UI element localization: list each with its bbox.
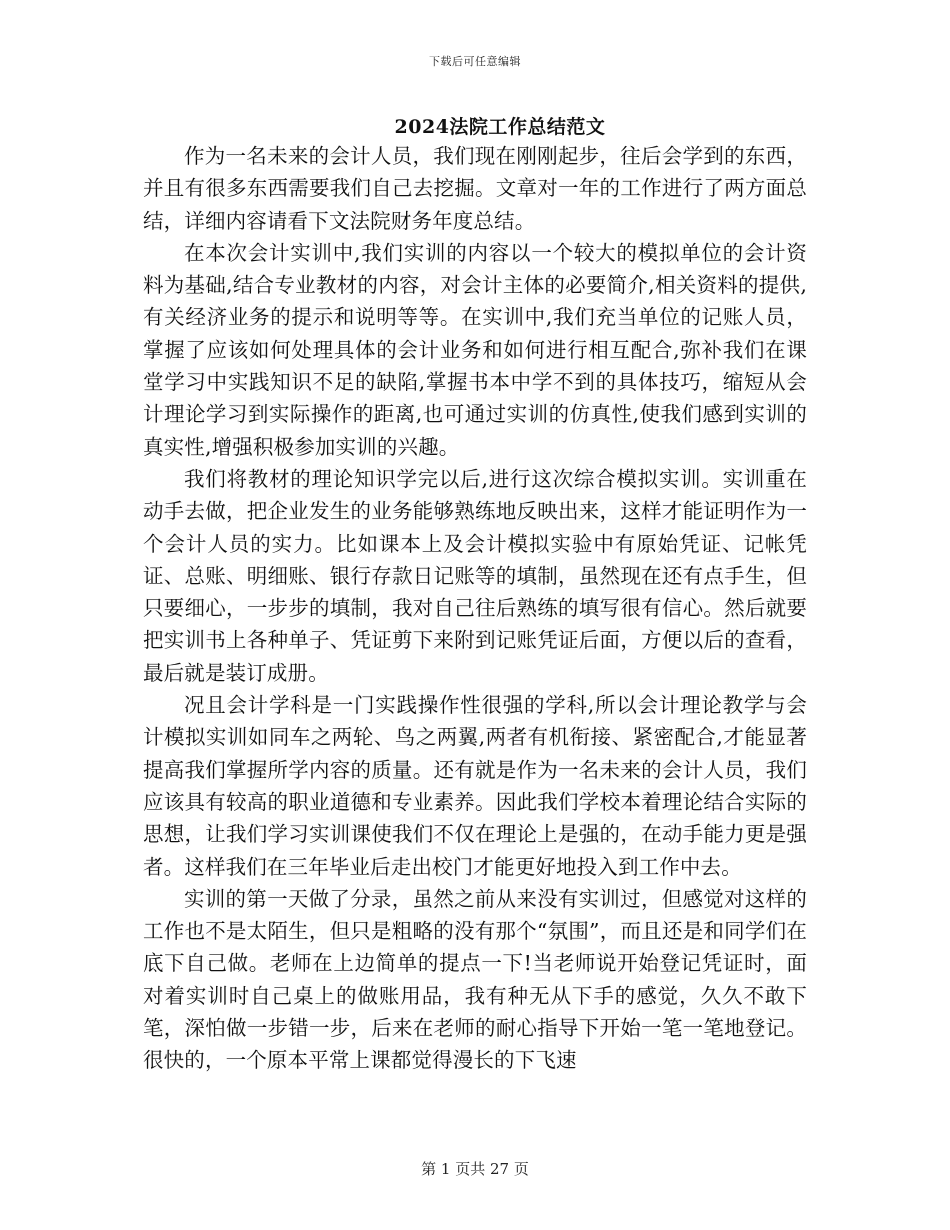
header-note: 下载后可任意编辑 — [429, 55, 521, 68]
page-number-footer: 第 1 页共 27 页 — [421, 1160, 529, 1178]
paragraph: 实训的第一天做了分录，虽然之前从来没有实训过，但感觉对这样的工作也不是太陌生，但只是粗略的没有那个“氛围”，而且还是和同学们在底下自己做。老师在上边简单的提点一下!当老师说开始登记凭证时，面对着实训时自己桌上的做账用品，我有种无从下手的感觉，久久不敢下笔，深怕做一步错一步，后来在老师的耐心指导下开始一笔一笔地登记。很快的，一个原本平常上课都觉得漫长的下飞速 — [143, 886, 807, 1073]
paragraph: 作为一名未来的会计人员，我们现在刚刚起步，往后会学到的东西，并且有很多东西需要我们自己去挖掘。文章对一年的工作进行了两方面总结，详细内容请看下文法院财务年度总结。 — [143, 144, 807, 233]
document-title: 2024法院工作总结范文 — [394, 116, 606, 138]
paragraph: 况且会计学科是一门实践操作性很强的学科,所以会计理论教学与会计模拟实训如同车之两轮、鸟之两翼,两者有机衔接、紧密配合,才能显著提高我们掌握所学内容的质量。还有就是作为一名未来的会计人员，我们应该具有较高的职业道德和专业素养。因此我们学校本着理论结合实际的思想，让我们学习实训课使我们不仅在理论上是强的，在动手能力更是强者。这样我们在三年毕业后走出校门才能更好地投入到工作中去。 — [143, 693, 807, 879]
document-body — [143, 140, 807, 1077]
paragraph: 在本次会计实训中,我们实训的内容以一个较大的模拟单位的会计资料为基础,结合专业教材的内容，对会计主体的必要简介,相关资料的提供,有关经济业务的提示和说明等等。在实训中,我们充当单位的记账人员，掌握了应该如何处理具体的会计业务和如何进行相互配合,弥补我们在课堂学习中实践知识不足的缺陷,掌握书本中学不到的具体技巧，缩短从会计理论学习到实际操作的距离,也可通过实训的仿真性,使我们感到实训的真实性,增强积极参加实训的兴趣。 — [143, 240, 807, 459]
paragraph: 我们将教材的理论知识学完以后,进行这次综合模拟实训。实训重在动手去做，把企业发生的业务能够熟练地反映出来，这样才能证明作为一个会计人员的实力。比如课本上及会计模拟实验中有原始凭证、记帐凭证、总账、明细账、银行存款日记账等的填制，虽然现在还有点手生，但只要细心，一步步的填制，我对自己往后熟练的填写很有信心。然后就要把实训书上各种单子、凭证剪下来附到记账凭证后面，方便以后的查看，最后就是装订成册。 — [143, 466, 807, 685]
